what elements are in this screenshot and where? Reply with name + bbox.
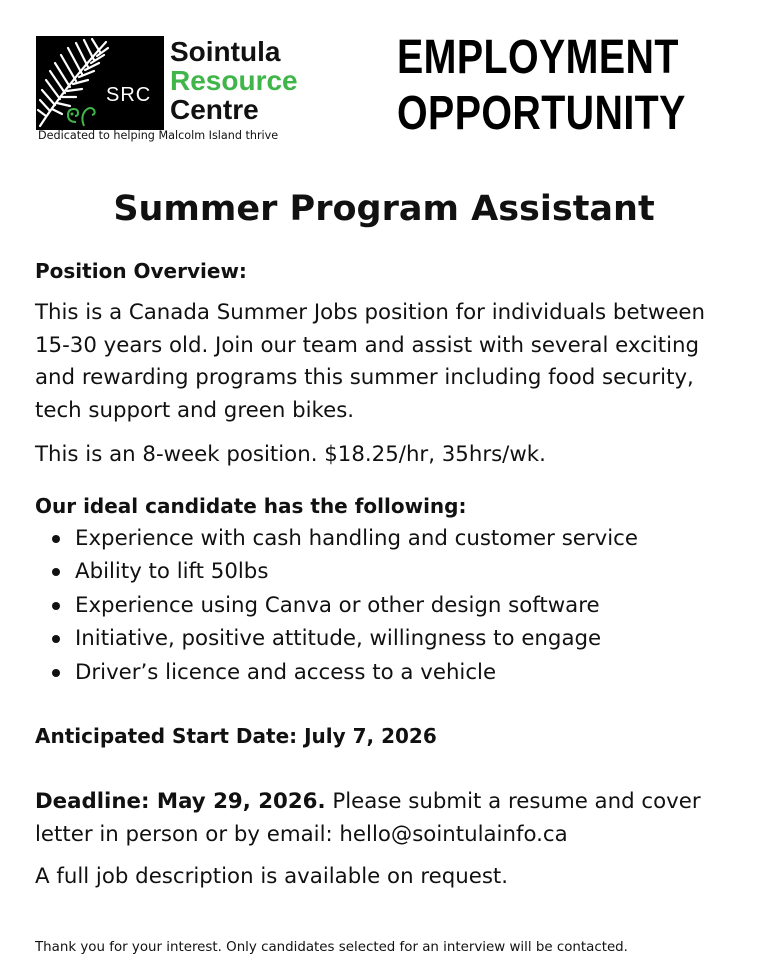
list-item xyxy=(35,522,745,556)
list-item xyxy=(35,555,745,589)
bullet-icon xyxy=(52,568,60,576)
position-terms: This is an 8-week position. $18.25/hr, 35hrs/wk. xyxy=(35,442,546,467)
qualification-text: Initiative, positive attitude, willingness to engage xyxy=(75,626,602,651)
deadline-label: Deadline: May 29, 2026. xyxy=(35,789,326,814)
overview-label: Position Overview: xyxy=(35,259,247,283)
start-date: Anticipated Start Date: July 7, 2026 xyxy=(35,724,437,748)
qualifications-list xyxy=(35,522,745,690)
bullet-icon xyxy=(52,669,60,677)
deadline-text: Please submit a resume and cover letter in person or by email: hello@sointulainfo.ca xyxy=(35,789,701,847)
qualification-text: Experience using Canva or other design software xyxy=(75,592,600,618)
ideal-candidate-label: Our ideal candidate has the following: xyxy=(35,493,467,518)
list-item xyxy=(35,656,745,690)
bullet-icon xyxy=(52,535,60,543)
deadline-paragraph xyxy=(35,786,745,851)
logo-name-line1: Sointula xyxy=(170,36,281,67)
footer-note: Thank you for your interest. Only candidates selected for an interview will be contacted. xyxy=(35,940,628,955)
list-item xyxy=(35,589,745,623)
overview-text: This is a Canada Summer Jobs position for individuals between 15-30 years old. Join our team and assist with several exciting and rewarding programs this summer including food security, tech support and green bikes. xyxy=(35,300,706,423)
qualification-text: Ability to lift 50lbs xyxy=(75,559,269,584)
job-title: Summer Program Assistant xyxy=(113,189,655,229)
bullet-icon xyxy=(52,602,60,610)
logo-name-line3: Centre xyxy=(170,94,259,125)
posting-content xyxy=(35,257,745,894)
qualification-text: Experience with cash handling and customer service xyxy=(75,525,638,551)
logo-name-line2: Resource xyxy=(170,65,298,96)
bullet-icon xyxy=(52,635,60,643)
fern-leaf-icon xyxy=(36,36,164,130)
list-item xyxy=(35,622,745,656)
full-description-note: A full job description is available on request. xyxy=(35,864,509,889)
logo-initials: SRC xyxy=(106,84,152,106)
heading-line2: OPPORTUNITY xyxy=(397,87,686,140)
heading-line1: EMPLOYMENT xyxy=(397,31,679,84)
page-heading xyxy=(397,30,686,142)
logo-tagline: Dedicated to helping Malcolm Island thrive xyxy=(38,129,279,142)
qualification-text: Driver’s licence and access to a vehicle xyxy=(75,659,497,685)
logo xyxy=(36,34,326,146)
